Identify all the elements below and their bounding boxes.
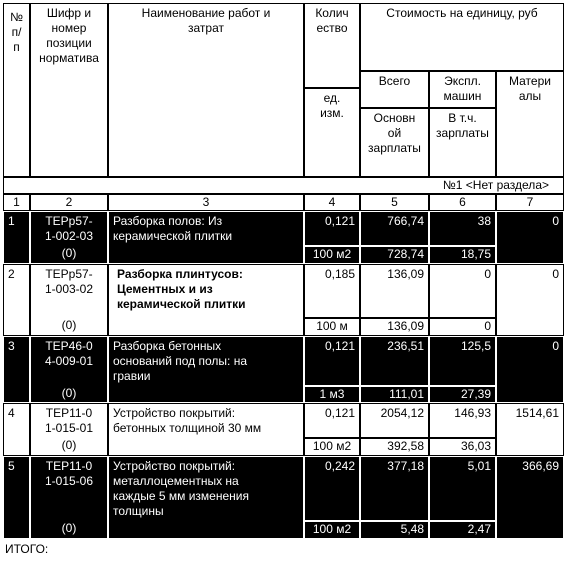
row-3-material: 0: [496, 336, 564, 403]
header-col-num: № п/ п: [3, 3, 30, 177]
row-5-num: 5: [3, 456, 30, 539]
total-label: ИТОГО:: [5, 542, 49, 556]
row-1-wage: 728,74: [360, 246, 429, 264]
header-col-unit: ед. изм.: [304, 88, 360, 177]
row-2-machine-wage: 0: [429, 318, 496, 336]
col-number: 2: [30, 194, 108, 211]
row-1-code-sub: (0): [30, 246, 108, 264]
row-4-code: ТЕР11-0 1-015-01: [30, 403, 108, 438]
row-2-wage: 136,09: [360, 318, 429, 336]
row-4-num: 4: [3, 403, 30, 456]
row-4-machine-wage: 36,03: [429, 438, 496, 456]
row-2-material: 0: [496, 264, 564, 336]
row-5-unit: 100 м2: [304, 521, 360, 539]
row-2-machine: 0: [429, 264, 496, 318]
col-number: 6: [429, 194, 496, 211]
row-4-total: 2054,12: [360, 403, 429, 438]
col-number: 3: [108, 194, 304, 211]
header-col-wage: Основн ой зарплаты: [360, 108, 429, 177]
header-col-machine: Экспл. машин: [429, 71, 496, 108]
header-col-machine-wage: В т.ч. зарплаты: [429, 108, 496, 177]
row-5-machine: 5,01: [429, 456, 496, 521]
header-col-qty: Колич ество: [304, 3, 360, 88]
row-3-unit: 1 м3: [304, 386, 360, 403]
row-1-qty: 0,121: [304, 211, 360, 246]
header-col-material: Матери алы: [496, 71, 564, 177]
row-4-name: Устройство покрытий: бетонных толщиной 30 мм: [108, 403, 304, 456]
section-label: №1 <Нет раздела>: [3, 177, 564, 194]
row-3-code-sub: (0): [30, 386, 108, 403]
row-5-wage: 5,48: [360, 521, 429, 539]
row-4-material: 1514,61: [496, 403, 564, 456]
row-2-num: 2: [3, 264, 30, 336]
row-3-code: ТЕР46-0 4-009-01: [30, 336, 108, 386]
row-5-code: ТЕР11-0 1-015-06: [30, 456, 108, 521]
header-col-code: Шифр и номер позиции норматива: [30, 3, 108, 177]
col-number: 4: [304, 194, 360, 211]
row-5-qty: 0,242: [304, 456, 360, 521]
header-col-name: Наименование работ и затрат: [108, 3, 304, 177]
row-4-qty: 0,121: [304, 403, 360, 438]
row-5-name: Устройство покрытий: металлоцементных на каждые 5 мм изменения толщины: [108, 456, 304, 539]
row-5-code-sub: (0): [30, 521, 108, 539]
row-4-unit: 100 м2: [304, 438, 360, 456]
row-2-code-sub: (0): [30, 318, 108, 336]
row-2-code: ТЕРр57- 1-003-02: [30, 264, 108, 318]
col-number: 7: [496, 194, 564, 211]
header-col-cost: Стоимость на единицу, руб: [360, 3, 564, 71]
header-col-total: Всего: [360, 71, 429, 108]
row-2-name: Разборка плинтусов: Цементных и из керамической плитки: [108, 264, 304, 336]
row-1-num: 1: [3, 211, 30, 264]
row-3-machine-wage: 27,39: [429, 386, 496, 403]
row-2-qty: 0,185: [304, 264, 360, 318]
row-4-machine: 146,93: [429, 403, 496, 438]
row-4-wage: 392,58: [360, 438, 429, 456]
row-5-total: 377,18: [360, 456, 429, 521]
row-5-machine-wage: 2,47: [429, 521, 496, 539]
row-5-material: 366,69: [496, 456, 564, 539]
row-4-code-sub: (0): [30, 438, 108, 456]
row-1-unit: 100 м2: [304, 246, 360, 264]
row-3-qty: 0,121: [304, 336, 360, 386]
row-3-machine: 125,5: [429, 336, 496, 386]
row-2-unit: 100 м: [304, 318, 360, 336]
row-2-total: 136,09: [360, 264, 429, 318]
row-1-machine-wage: 18,75: [429, 246, 496, 264]
row-1-name: Разборка полов: Из керамической плитки: [108, 211, 304, 264]
row-1-total: 766,74: [360, 211, 429, 246]
row-1-code: ТЕРр57- 1-002-03: [30, 211, 108, 246]
col-number: 5: [360, 194, 429, 211]
row-3-num: 3: [3, 336, 30, 403]
row-3-name: Разборка бетонных оснований под полы: на гравии: [108, 336, 304, 403]
row-3-wage: 111,01: [360, 386, 429, 403]
row-3-total: 236,51: [360, 336, 429, 386]
row-1-machine: 38: [429, 211, 496, 246]
row-1-material: 0: [496, 211, 564, 264]
col-number: 1: [3, 194, 30, 211]
